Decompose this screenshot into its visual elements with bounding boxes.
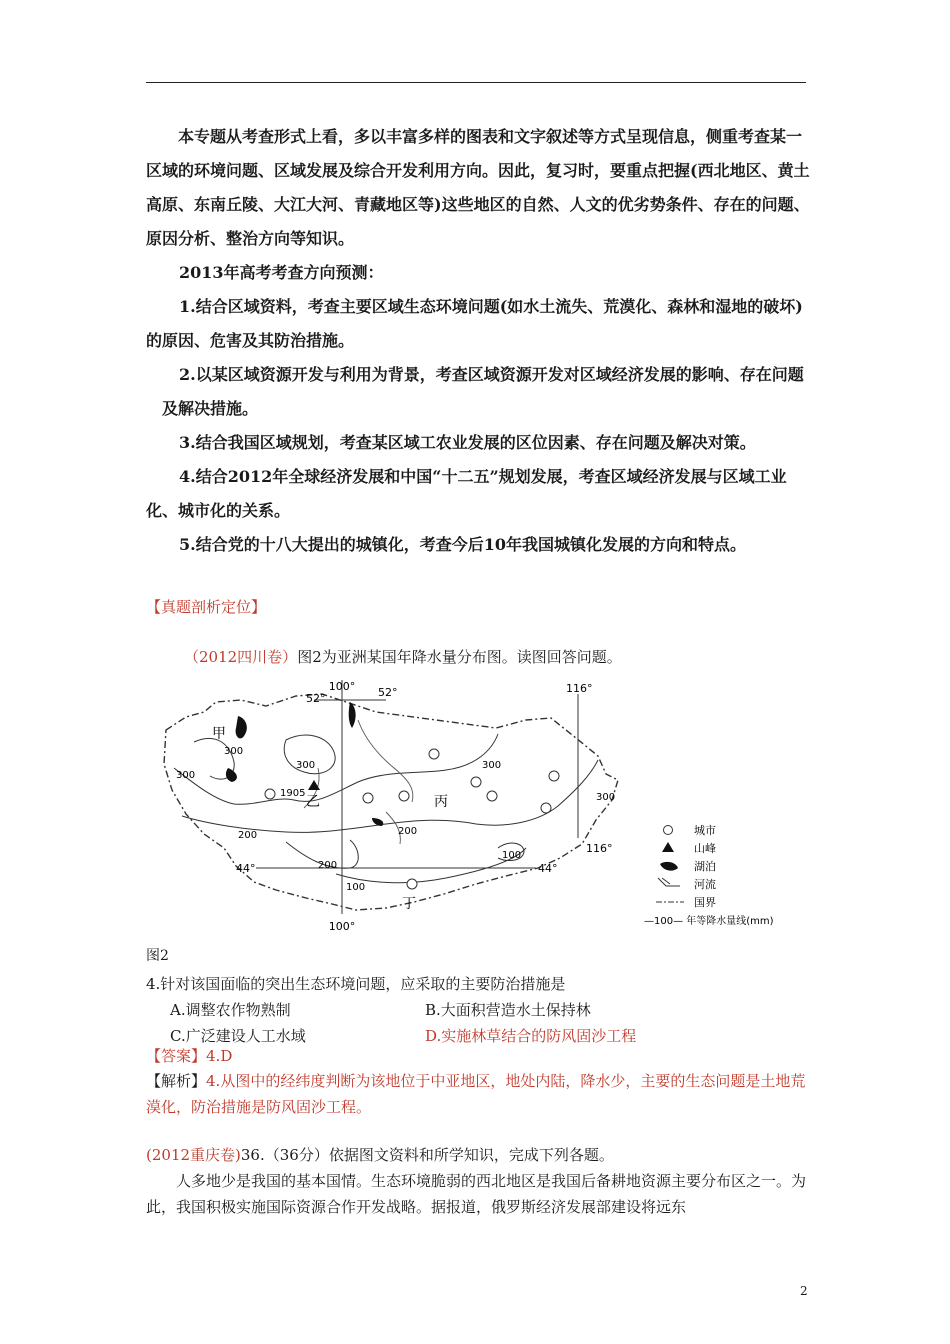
- answer-line: [146, 1045, 232, 1066]
- explanation: [146, 1068, 814, 1120]
- label-peak: 1905: [280, 788, 306, 799]
- option-c: C.广泛建设人工水域: [170, 1027, 306, 1045]
- legend-city-icon: [664, 826, 673, 835]
- question-4-options: [146, 997, 816, 1049]
- label-lon100-top: 100°: [328, 680, 356, 693]
- question-36: [146, 1142, 814, 1220]
- label-lat44-left: 44°: [236, 862, 256, 875]
- question-4-stem: 4.针对该国面临的突出生态环境问题，应采取的主要防治措施是: [146, 975, 566, 993]
- label-lat52-right: 52°: [378, 686, 398, 699]
- prediction-item-1: 1.结合区域资料，考查主要区域生态环境问题(如水土流失、荒漠化、森林和湿地的破坏)的原因、危害及其防治措施。: [146, 297, 803, 350]
- intro-paragraph: 本专题从考查形式上看，多以丰富多样的图表和文字叙述等方式呈现信息，侧重考查某一区域的环境问题、区域发展及综合开发利用方向。因此，复习时，要重点把握(西北地区、黄土高原、东南丘陵、大江大河、青藏地区等)这些地区的自然、人文的优劣势条件、存在的问题、原因分析、整治方向等知识。: [146, 127, 810, 248]
- isoline-label: 200: [398, 826, 418, 837]
- explanation-tag: 【解析】: [146, 1072, 207, 1090]
- legend-lake-icon: [660, 862, 678, 871]
- intro-section: [146, 120, 816, 562]
- option-b: B.大面积营造水土保持林: [425, 1001, 591, 1019]
- prediction-item-4: 4.结合2012年全球经济发展和中国“十二五”规划发展，考查区域经济发展与区域工业化、城市化的关系。: [146, 467, 787, 520]
- option-d: D.实施林草结合的防风固沙工程: [425, 1027, 637, 1045]
- question-36-paragraph: 人多地少是我国的基本国情。生态环境脆弱的西北地区是我国后备耕地资源主要分布区之一。为此，我国积极实施国际资源合作开发战略。据报道，俄罗斯经济发展部建设将远东: [146, 1172, 807, 1216]
- precipitation-map: [146, 672, 812, 938]
- legend-border: 国界: [694, 896, 716, 909]
- prediction-item-3: 3.结合我国区域规划，考查某区域工农业发展的区位因素、存在问题及解决对策。: [179, 433, 756, 452]
- question-text: 图2为亚洲某国年降水量分布图。读图回答问题。: [297, 648, 622, 666]
- legend-lake: 湖泊: [694, 860, 716, 873]
- label-jia: 甲: [212, 726, 226, 742]
- isoline-label: 200: [238, 830, 258, 841]
- label-lon116-top: 116°: [566, 682, 593, 695]
- isoline-label: 300: [596, 792, 616, 803]
- page-number: 2: [800, 1284, 808, 1298]
- section-title: 【真题剖析定位】: [146, 598, 267, 616]
- label-lat52-left: 52°: [306, 692, 326, 705]
- legend-river-icon: [658, 878, 680, 886]
- figure-caption: 图2: [146, 948, 169, 964]
- legend-isoline: —100— 年等降水量线(mm): [644, 916, 774, 927]
- isoline-label: 300: [224, 746, 244, 757]
- label-lon100-bottom: 100°: [328, 920, 356, 933]
- label-yi: 乙: [306, 794, 320, 810]
- option-a: A.调整农作物熟制: [170, 1001, 291, 1019]
- answer-value: 4.D: [206, 1047, 233, 1065]
- map-legend: [644, 824, 774, 927]
- isoline-label: 300: [482, 760, 502, 771]
- question-intro: [184, 646, 622, 667]
- legend-peak: 山峰: [694, 842, 716, 855]
- isoline-label: 100: [346, 882, 366, 893]
- isoline-label: 100: [502, 850, 522, 861]
- label-lat44-right: 44°: [538, 862, 558, 875]
- legend-river: 河流: [694, 878, 716, 891]
- legend-city: 城市: [694, 824, 716, 837]
- prediction-item-2: 2.以某区域资源开发与利用为背景，考查区域资源开发对区域经济发展的影响、存在问题及解决措施。: [162, 365, 804, 418]
- header-rule: [146, 82, 806, 83]
- question-36-text: 36.（36分）依据图文资料和所学知识，完成下列各题。: [240, 1146, 614, 1164]
- label-bing: 丙: [434, 794, 448, 810]
- label-ding: 丁: [402, 896, 416, 912]
- prediction-title: 2013年高考考查方向预测：: [179, 263, 384, 282]
- country-border: [164, 694, 618, 910]
- answer-tag: 【答案】: [146, 1047, 207, 1065]
- legend-peak-icon: [662, 842, 674, 852]
- question-source: （2012四川卷）: [184, 648, 298, 666]
- isoline-label: 200: [318, 860, 338, 871]
- isoline-label: 300: [296, 760, 316, 771]
- question-36-source: (2012重庆卷): [146, 1146, 241, 1164]
- isoline-label: 300: [176, 770, 196, 781]
- prediction-item-5: 5.结合党的十八大提出的城镇化，考查今后10年我国城镇化发展的方向和特点。: [179, 535, 746, 554]
- label-lon116-mid: 116°: [586, 842, 613, 855]
- question-4: [146, 971, 816, 1049]
- explanation-text: 4.从图中的经纬度判断为该地位于中亚地区，地处内陆，降水少，主要的生态问题是土地荒漠化，防治措施是防风固沙工程。: [146, 1072, 806, 1116]
